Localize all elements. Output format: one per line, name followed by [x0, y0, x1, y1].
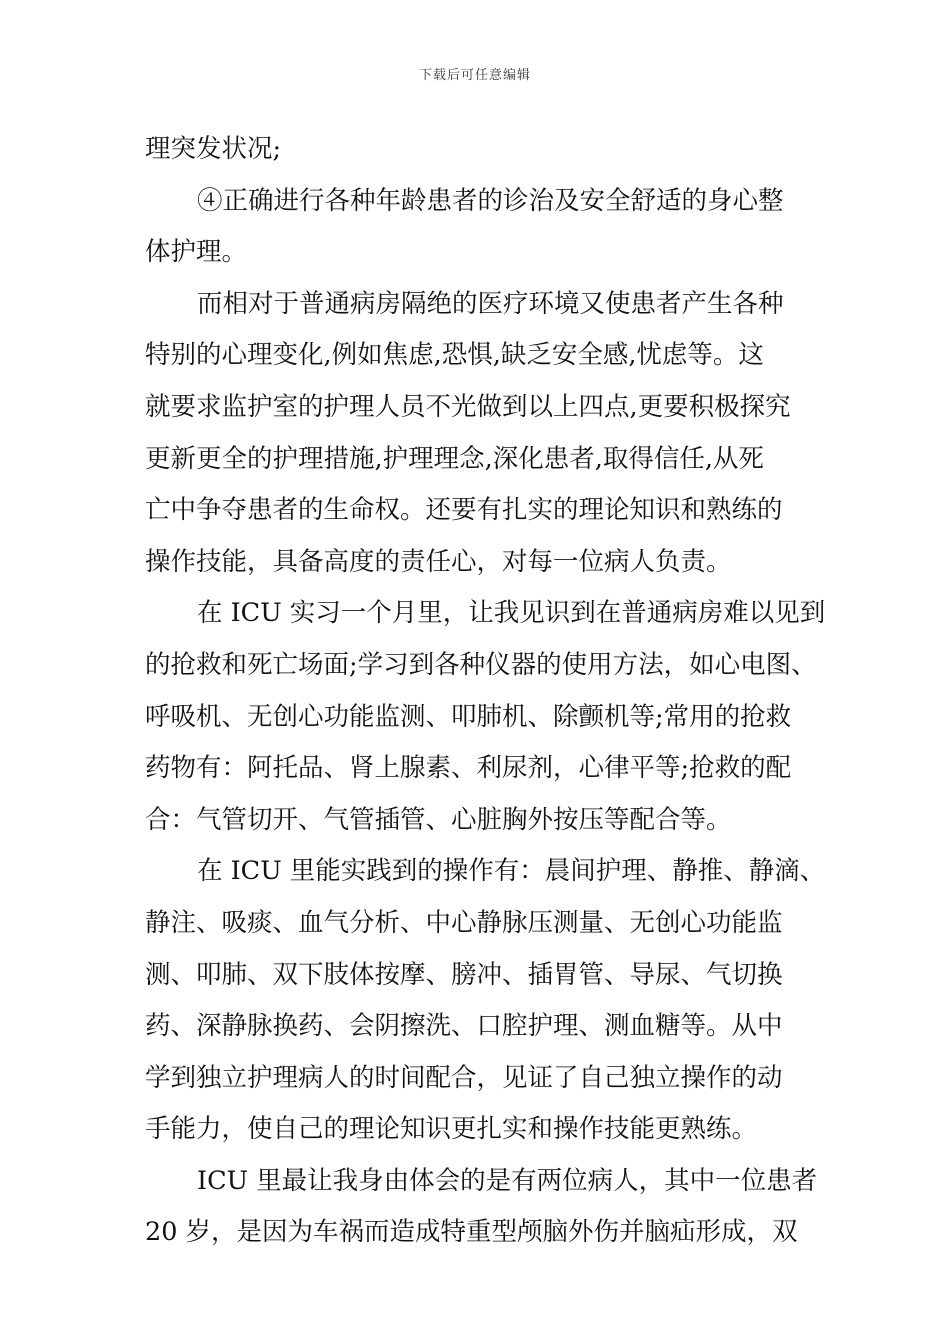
- text-line: 体护理。: [145, 237, 248, 268]
- text-line: 静注、吸痰、血气分析、中心静脉压测量、无创心功能监: [145, 907, 783, 938]
- text-line: 理突发状况;: [145, 134, 282, 164]
- text-line: 测、叩肺、双下肢体按摩、膀冲、插胃管、导尿、气切换: [145, 959, 783, 990]
- text-line: 在 ICU 里能实践到的操作有：晨间护理、静推、静滴、: [197, 856, 826, 887]
- page-header-note: 下载后可任意编辑: [418, 68, 531, 83]
- text-line: 就要求监护室的护理人员不光做到以上四点,更要积极探究: [145, 391, 791, 422]
- text-line: 合：气管切开、气管插管、心脏胸外按压等配合等。: [145, 804, 732, 835]
- text-line: ④正确进行各种年龄患者的诊治及安全舒适的身心整: [197, 185, 784, 216]
- text-line: 手能力，使自己的理论知识更扎实和操作技能更熟练。: [145, 1114, 758, 1145]
- document-body: [145, 124, 826, 1259]
- text-line: 更新更全的护理措施,护理理念,深化患者,取得信任,从死: [145, 443, 764, 474]
- text-line: 20 岁，是因为车祸而造成特重型颅脑外伤并脑疝形成，双: [145, 1217, 798, 1248]
- text-line: 呼吸机、无创心功能监测、叩肺机、除颤机等;常用的抢救: [145, 701, 792, 732]
- text-line: 的抢救和死亡场面;学习到各种仪器的使用方法，如心电图、: [145, 649, 817, 680]
- text-line: 药、深静脉换药、会阴擦洗、口腔护理、测血糖等。从中: [145, 1011, 783, 1042]
- text-line: 特别的心理变化,例如焦虑,恐惧,缺乏安全感,忧虑等。这: [145, 340, 764, 371]
- text-line: 而相对于普通病房隔绝的医疗环境又使患者产生各种: [197, 288, 784, 319]
- text-line: ICU 里最让我身由体会的是有两位病人，其中一位患者: [197, 1165, 818, 1196]
- text-line: 学到独立护理病人的时间配合，见证了自己独立操作的动: [145, 1062, 783, 1093]
- text-line: 药物有：阿托品、肾上腺素、利尿剂，心律平等;抢救的配: [145, 753, 792, 784]
- text-line: 操作技能，具备高度的责任心，对每一位病人负责。: [145, 546, 732, 577]
- text-line: 亡中争夺患者的生命权。还要有扎实的理论知识和熟练的: [145, 495, 783, 526]
- text-line: 在 ICU 实习一个月里，让我见识到在普通病房难以见到: [197, 598, 826, 629]
